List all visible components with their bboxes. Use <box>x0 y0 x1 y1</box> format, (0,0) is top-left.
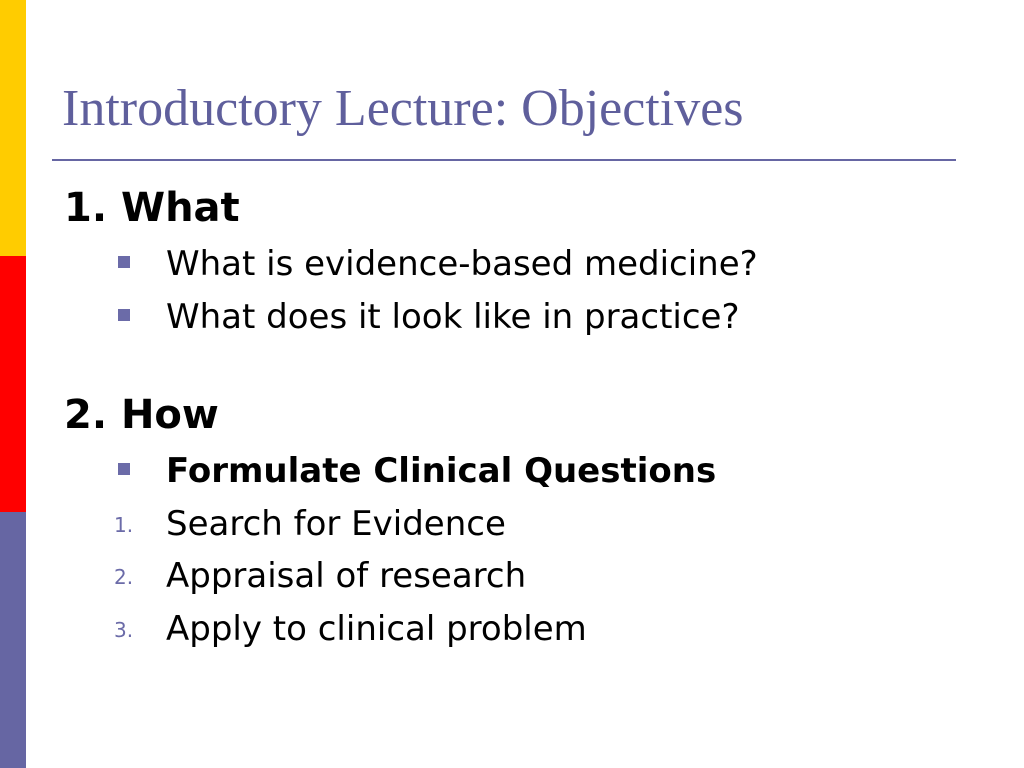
list-item-text: Appraisal of research <box>166 556 527 596</box>
numbered-list-item <box>114 504 994 544</box>
list-item <box>114 297 994 337</box>
list-number: 3. <box>114 618 134 642</box>
list-item-text: What is evidence-based medicine? <box>166 244 758 284</box>
accent-segment-yellow <box>0 0 26 256</box>
list-item-text: Apply to clinical problem <box>166 609 587 649</box>
numbered-list-item <box>114 609 994 649</box>
numbered-list-item <box>114 556 994 596</box>
accent-bar <box>0 0 26 768</box>
square-bullet-icon <box>118 309 130 321</box>
list-number: 2. <box>114 565 134 589</box>
list-number: 1. <box>114 513 134 537</box>
square-bullet-icon <box>118 463 130 475</box>
list-item <box>114 451 994 491</box>
list-item-text: Formulate Clinical Questions <box>166 451 717 491</box>
title-divider <box>52 159 956 161</box>
slide-title: Introductory Lecture: Objectives <box>62 80 744 137</box>
accent-segment-purple <box>0 512 26 768</box>
list-item-text: Search for Evidence <box>166 504 506 544</box>
list-item <box>114 244 994 284</box>
section-heading-how: 2. How <box>64 392 219 438</box>
square-bullet-icon <box>118 256 130 268</box>
list-item-text: What does it look like in practice? <box>166 297 740 337</box>
section-heading-what: 1. What <box>64 185 240 231</box>
accent-segment-red <box>0 256 26 512</box>
